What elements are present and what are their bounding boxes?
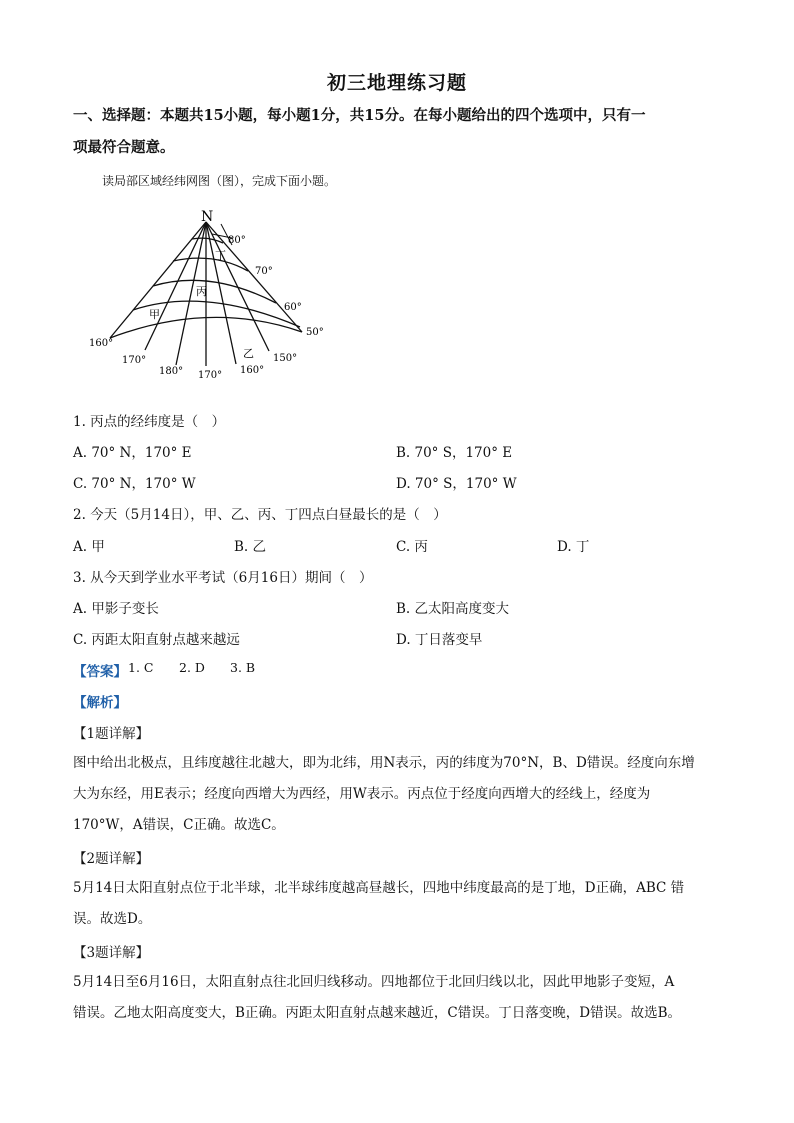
detail-3-line2: 错误。乙地太阳高度变大，B正确。丙距太阳直射点越来越近，C错误。丁日落变晚，D错误。故选B。	[73, 1005, 681, 1021]
section-heading-line2: 项最符合题意。	[73, 139, 175, 156]
analysis-label: 【解析】	[73, 695, 127, 711]
detail-2-heading: 【2题详解】	[73, 851, 150, 867]
question-3-option-c[interactable]: C. 丙距太阳直射点越来越远	[73, 632, 240, 648]
detail-3-line1: 5月14日至6月16日，太阳直射点往北回归线移动。四地都位于北回归线以北，因此甲地影子变短，A	[73, 974, 675, 990]
question-1-stem: 1. 丙点的经纬度是（ ）	[73, 414, 226, 430]
lon-label-170w: 170°	[122, 355, 147, 366]
lat-label-50: 50°	[306, 327, 324, 338]
detail-2-line2: 误。故选D。	[73, 911, 152, 927]
question-3-option-d[interactable]: D. 丁日落变早	[396, 632, 483, 648]
question-3-option-a[interactable]: A. 甲影子变长	[73, 601, 159, 617]
lon-label-150e: 150°	[273, 353, 298, 364]
question-2-option-b[interactable]: B. 乙	[234, 539, 267, 555]
lon-label-160w: 160°	[89, 338, 114, 349]
question-3-stem: 3. 从今天到学业水平考试（6月16日）期间（ ）	[73, 570, 373, 586]
lon-label-180: 180°	[159, 366, 184, 377]
answer-2: 2. D	[179, 660, 205, 675]
question-2-option-a[interactable]: A. 甲	[73, 539, 105, 555]
graticule-map	[80, 202, 340, 387]
north-label: N	[201, 209, 214, 225]
lat-label-60: 60°	[284, 302, 302, 313]
question-1-option-b[interactable]: B. 70° S，170° E	[396, 445, 513, 461]
point-yi: 乙	[243, 347, 254, 360]
question-intro: 读局部区域经纬网图（图），完成下面小题。	[102, 174, 337, 188]
answer-3: 3. B	[230, 660, 256, 675]
lat-label-70: 70°	[255, 266, 273, 277]
detail-3-heading: 【3题详解】	[73, 945, 150, 961]
question-1-option-a[interactable]: A. 70° N，170° E	[73, 445, 192, 461]
detail-1-heading: 【1题详解】	[73, 726, 150, 742]
lon-label-160e: 160°	[240, 365, 265, 376]
question-2-option-c[interactable]: C. 丙	[396, 539, 428, 555]
point-jia: 甲	[149, 308, 160, 321]
question-1-option-d[interactable]: D. 70° S，170° W	[396, 476, 517, 492]
detail-1-line2: 大为东经，用E表示；经度向西增大为西经，用W表示。丙点位于经度向西增大的经线上，经度为	[73, 786, 651, 802]
answer-label: 【答案】	[73, 664, 127, 680]
question-1-option-c[interactable]: C. 70° N，170° W	[73, 476, 196, 492]
point-ding: 丁	[215, 249, 226, 262]
detail-1-line3: 170°W，A错误，C正确。故选C。	[73, 817, 285, 833]
section-heading-line1: 一、选择题：本题共15小题，每小题1分，共15分。在每小题给出的四个选项中，只有一	[73, 107, 646, 124]
lon-label-170e: 170°	[198, 370, 223, 381]
question-2-option-d[interactable]: D. 丁	[557, 539, 590, 555]
detail-1-line1: 图中给出北极点，且纬度越往北越大，即为北纬，用N表示，丙的纬度为70°N，B、D错误。经度向东增	[73, 755, 695, 771]
question-3-option-b[interactable]: B. 乙太阳高度变大	[396, 601, 510, 617]
point-bing: 丙	[196, 285, 207, 298]
lat-label-80: 80°	[228, 235, 246, 246]
question-2-stem: 2. 今天（5月14日），甲、乙、丙、丁四点白昼最长的是（ ）	[73, 507, 447, 523]
page-title: 初三地理练习题	[326, 72, 467, 94]
detail-2-line1: 5月14日太阳直射点位于北半球，北半球纬度越高昼越长，四地中纬度最高的是丁地，D正确，ABC 错	[73, 880, 685, 896]
answer-1: 1. C	[128, 660, 154, 675]
